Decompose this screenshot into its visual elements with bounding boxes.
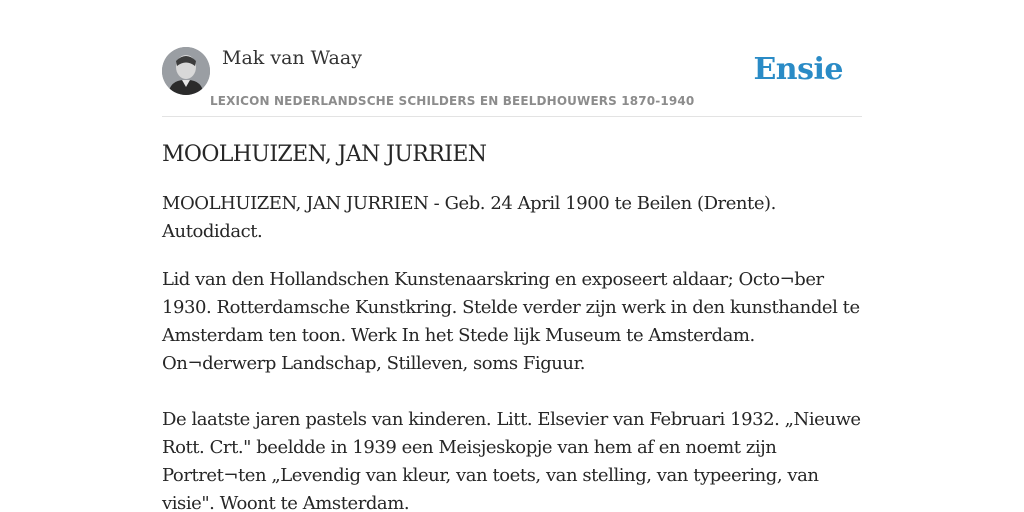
ensie-logo[interactable]: Ensie <box>753 52 843 87</box>
author-name[interactable]: Mak van Waay <box>222 47 362 69</box>
source-subtitle[interactable]: LEXICON NEDERLANDSCHE SCHILDERS EN BEELDHOUWERS 1870-1940 <box>210 94 695 108</box>
article-paragraph-2: Lid van den Hollandschen Kunstenaarskring en exposeert aldaar; Octo¬ber 1930. Rotterdamsche Kunstkring. Stelde verder zijn werk in den kunsthandel te Amsterdam ten toon. Werk In het Stede lijk Museum te Amsterdam. On¬derwerp Landschap, Stilleven, soms Figuur. <box>162 269 860 374</box>
header <box>162 46 862 117</box>
article-paragraph-1: MOOLHUIZEN, JAN JURRIEN - Geb. 24 April 1900 te Beilen (Drente). Autodidact. <box>162 193 776 242</box>
avatar[interactable] <box>162 47 210 95</box>
article-paragraph-3: De laatste jaren pastels van kinderen. Litt. Elsevier van Februari 1932. „Nieuwe Rott. Crt." beeldde in 1939 een Meisjeskopje van hem af en noemt zijn Portret¬ten „Levendig van kleur, van toets, van stelling, van typeering, van visie". Woont te Amsterdam. <box>162 409 861 512</box>
portrait-image <box>162 47 210 95</box>
article <box>162 140 872 512</box>
page-title: MOOLHUIZEN, JAN JURRIEN <box>162 142 487 167</box>
